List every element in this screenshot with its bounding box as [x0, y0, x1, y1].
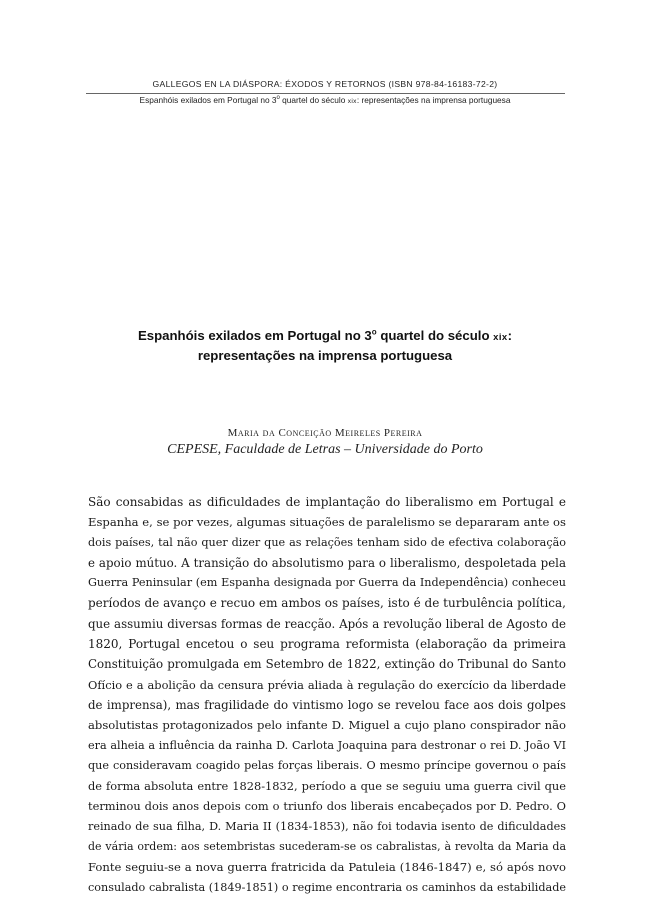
paragraph-line: e apoio mútuo. A transição do absolutismo para o liberalismo, despoletada pela — [88, 555, 566, 570]
paragraph-line: de imprensa), mas fragilidade do vintismo logo se revelou face aos dois golpes — [88, 697, 566, 712]
article-title — [0, 327, 650, 365]
body-paragraph — [88, 492, 566, 898]
paragraph-line: Fonte seguiu-se a nova guerra fratricida da Patuleia (1846-1847) e, só após novo — [88, 860, 566, 875]
paragraph-line: reinado de sua filha, D. Maria II (1834-1853), não foi todavia isento de dificuldades — [88, 819, 566, 833]
title-ordinal: o — [371, 327, 377, 337]
chapter-header-century: xix — [347, 98, 357, 105]
title-text-c: : — [507, 328, 512, 343]
paragraph-line: que assumiu diversas formas de reacção. Após a revolução liberal de Agosto de — [88, 616, 566, 631]
paragraph-line: terminou dois anos depois com o triunfo dos liberais encabeçados por D. Pedro. O — [88, 799, 566, 814]
header-divider — [86, 93, 565, 94]
paragraph-line: absolutistas protagonizados pelo infante D. Miguel a cujo plano conspirador não — [88, 718, 566, 733]
article-title-line-2: representações na imprensa portuguesa — [197, 348, 453, 363]
chapter-header-text-b: quartel do século — [279, 95, 348, 105]
article-title-line-1 — [0, 327, 650, 347]
paragraph-line: que consideravam coagido pelas forças liberais. O mesmo príncipe governou o país — [88, 758, 566, 772]
title-century: xix — [493, 332, 508, 343]
paragraph-line: de vária ordem: aos setembristas sucederam-se os cabralistas, à revolta da Maria da — [88, 840, 566, 854]
title-text-b: quartel do século — [376, 328, 494, 343]
paragraph-line: consulado cabralista (1849-1851) o regime encontraria os caminhos da estabilidade — [88, 880, 566, 894]
chapter-header-ordinal: o — [276, 95, 280, 102]
paragraph-line: dois países, tal não quer dizer que as relações tenham sido de efectiva colaboração — [88, 535, 566, 549]
paragraph-line: Ofício e a abolição da censura prévia aliada à regulação do exercício da liberdade — [88, 677, 566, 692]
paragraph-line: era alheia a influência da rainha D. Carlota Joaquina para destronar o rei D. João VI — [88, 738, 566, 752]
paragraph-line: de forma absoluta entre 1828-1832, período a que se seguiu uma guerra civil que — [88, 779, 566, 794]
paragraph-line: Guerra Peninsular (em Espanha designada por Guerra da Independência) conheceu — [88, 576, 566, 590]
author-affiliation: CEPESE, Faculdade de Letras – Universidade do Porto — [167, 442, 483, 457]
author-name: Maria da Conceição Meireles Pereira — [227, 427, 423, 439]
paragraph-line: São consabidas as dificuldades de implantação do liberalismo em Portugal e — [88, 495, 566, 509]
chapter-title-header — [0, 95, 650, 105]
paragraph-line: períodos de avanço e recuo em ambos os países, isto é de turbulência política, — [88, 596, 566, 611]
title-text-a: Espanhóis exilados em Portugal no 3 — [137, 328, 372, 343]
chapter-header-text-c: : representações na imprensa portuguesa — [356, 95, 511, 105]
paragraph-line: 1820, Portugal encetou o seu programa reformista (elaboração da primeira — [88, 637, 566, 652]
paragraph-line: Constituição promulgada em Setembro de 1822, extinção do Tribunal do Santo — [88, 657, 566, 672]
book-title-header: GALLEGOS EN LA DIÁSPORA: ÉXODOS Y RETORNOS (ISBN 978-84-16183-72-2) — [152, 79, 498, 89]
paragraph-line: Espanha e, se por vezes, algumas situações de paralelismo se depararam ante os — [88, 515, 566, 530]
chapter-header-text-a: Espanhóis exilados em Portugal no 3 — [139, 95, 277, 105]
